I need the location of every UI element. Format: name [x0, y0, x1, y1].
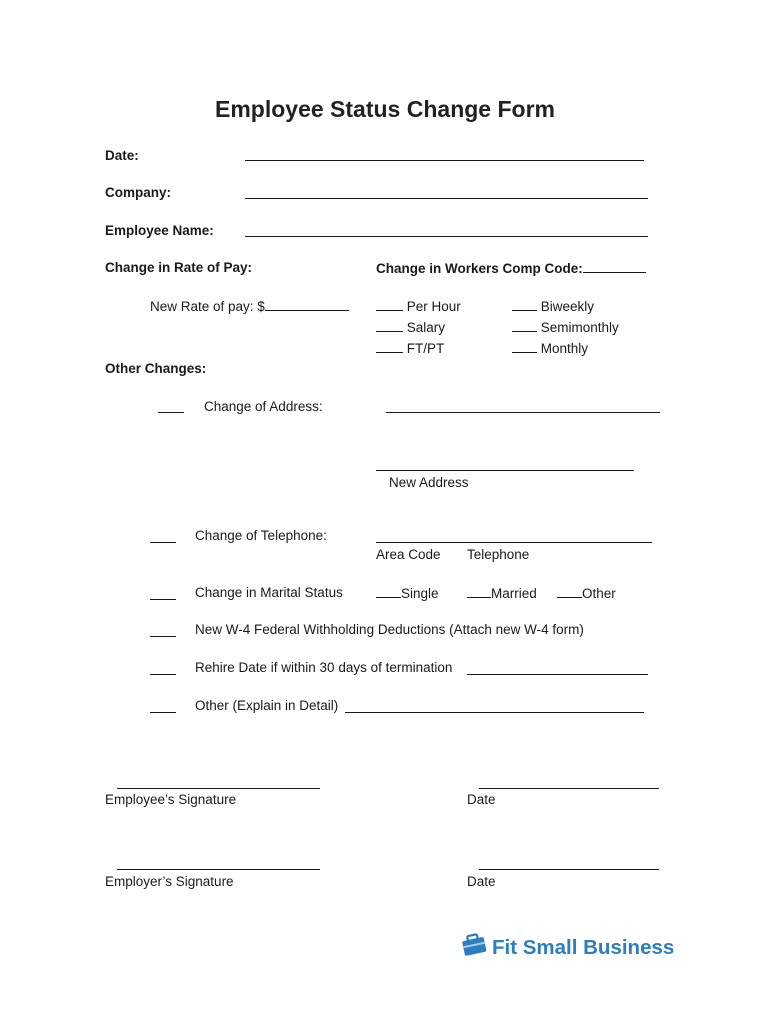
other-check-blank[interactable] — [150, 712, 176, 713]
w4-label: New W-4 Federal Withholding Deductions (Attach new W-4 form) — [195, 622, 584, 637]
date-label: Date: — [105, 148, 139, 163]
briefcase-icon — [460, 932, 492, 964]
page-title: Employee Status Change Form — [215, 96, 555, 122]
marital-check-blank[interactable] — [150, 599, 176, 600]
option-single[interactable] — [376, 585, 439, 601]
single-blank[interactable] — [376, 585, 401, 598]
change-of-telephone-label: Change of Telephone: — [195, 528, 327, 543]
workers-comp-label: Change in Workers Comp Code: — [376, 261, 583, 276]
monthly-blank[interactable] — [512, 340, 537, 353]
employee-name-label: Employee Name: — [105, 223, 214, 238]
rehire-check-blank[interactable] — [150, 674, 176, 675]
telephone-field[interactable] — [376, 542, 652, 543]
area-code-caption: Area Code — [376, 547, 441, 562]
option-per-hour[interactable] — [376, 298, 461, 314]
option-other-marital[interactable] — [557, 585, 616, 601]
employee-date-field[interactable] — [479, 788, 659, 789]
workers-comp-heading — [376, 260, 646, 276]
employer-signature-field[interactable] — [117, 869, 320, 870]
new-rate-label: New Rate of pay: $ — [150, 299, 265, 314]
option-monthly[interactable] — [512, 340, 588, 356]
marital-status-label: Change in Marital Status — [195, 585, 343, 600]
employer-signature-caption: Employer’s Signature — [105, 874, 234, 889]
change-of-address-label: Change of Address: — [204, 399, 323, 414]
new-address-caption: New Address — [389, 475, 469, 490]
option-salary[interactable] — [376, 319, 445, 335]
employee-signature-caption: Employee’s Signature — [105, 792, 237, 807]
salary-label: Salary — [406, 320, 446, 335]
single-label: Single — [401, 586, 439, 601]
address-line-2-field[interactable] — [376, 470, 634, 471]
address-check-blank[interactable] — [158, 412, 184, 413]
married-blank[interactable] — [467, 585, 491, 598]
employee-signature-field[interactable] — [117, 788, 320, 789]
rehire-label: Rehire Date if within 30 days of termination — [195, 660, 453, 675]
per-hour-label: Per Hour — [406, 299, 461, 314]
rate-of-pay-heading: Change in Rate of Pay: — [105, 260, 253, 275]
rehire-date-field[interactable] — [467, 674, 648, 675]
semimonthly-blank[interactable] — [512, 319, 537, 332]
married-label: Married — [491, 586, 537, 601]
employee-name-field[interactable] — [245, 236, 648, 237]
telephone-check-blank[interactable] — [150, 542, 176, 543]
monthly-label: Monthly — [540, 341, 589, 356]
other-changes-heading: Other Changes: — [105, 361, 207, 376]
ft-pt-blank[interactable] — [376, 340, 403, 353]
option-ft-pt[interactable] — [376, 340, 444, 356]
semimonthly-label: Semimonthly — [540, 320, 619, 335]
telephone-caption: Telephone — [467, 547, 530, 562]
other-marital-label: Other — [582, 586, 616, 601]
new-rate-row — [150, 298, 349, 314]
other-marital-blank[interactable] — [557, 585, 582, 598]
ft-pt-label: FT/PT — [406, 341, 445, 356]
company-label: Company: — [105, 185, 172, 200]
workers-comp-field[interactable] — [583, 260, 646, 273]
other-explain-field[interactable] — [345, 712, 644, 713]
option-semimonthly[interactable] — [512, 319, 619, 335]
company-field[interactable] — [245, 198, 648, 199]
biweekly-label: Biweekly — [540, 299, 595, 314]
per-hour-blank[interactable] — [376, 298, 403, 311]
new-rate-field[interactable] — [265, 298, 349, 311]
salary-blank[interactable] — [376, 319, 403, 332]
option-married[interactable] — [467, 585, 537, 601]
biweekly-blank[interactable] — [512, 298, 537, 311]
other-explain-label: Other (Explain in Detail) — [195, 698, 339, 713]
w4-check-blank[interactable] — [150, 636, 176, 637]
option-biweekly[interactable] — [512, 298, 594, 314]
fit-small-business-logo — [460, 932, 674, 964]
employer-date-caption: Date — [467, 874, 496, 889]
address-line-1-field[interactable] — [386, 412, 660, 413]
logo-text: Fit Small Business — [492, 936, 675, 959]
date-field[interactable] — [245, 160, 644, 161]
employee-date-caption: Date — [467, 792, 496, 807]
employer-date-field[interactable] — [479, 869, 659, 870]
